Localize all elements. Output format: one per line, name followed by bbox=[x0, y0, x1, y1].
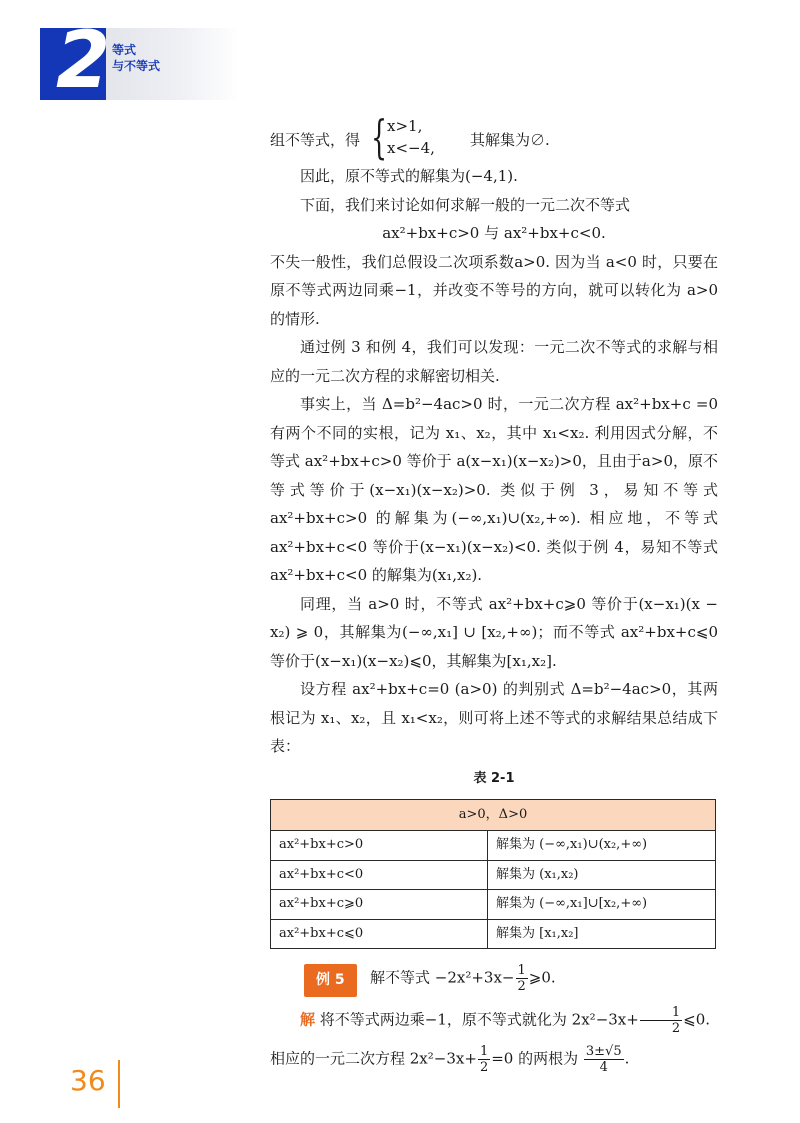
solution-text-part: 将不等式两边乘−1，原不等式就化为 2x²−3x+ bbox=[319, 1010, 639, 1029]
example-problem bbox=[370, 963, 556, 994]
solution-line-1 bbox=[270, 1005, 718, 1036]
solution-label: 解 bbox=[300, 1010, 316, 1029]
fraction-numerator: 1 bbox=[479, 1044, 489, 1059]
table-cell-solution: 解集为 [x₁,x₂] bbox=[488, 919, 716, 949]
page-number: 36 bbox=[70, 1064, 106, 1097]
fraction-numerator: 3±√5 bbox=[585, 1044, 622, 1059]
page-body bbox=[270, 110, 718, 1075]
table-cell-inequality: ax²+bx+c⩾0 bbox=[271, 890, 488, 920]
table-title: 表 2-1 bbox=[473, 770, 515, 786]
table-row bbox=[271, 860, 716, 890]
brace-icon: { bbox=[371, 110, 388, 164]
solution-table bbox=[270, 799, 716, 949]
paragraph-similarly: 同理，当 a>0 时，不等式 ax²+bx+c⩾0 等价于(x−x₁)(x − x₂) ⩾ 0，其解集为(−∞,x₁] ∪ [x₂,+∞)；而不等式 ax²+bx+c⩽0 等价于(x−x₁)(x−x₂)⩽0，其解集为[x₁,x₂]. bbox=[270, 594, 718, 670]
chapter-title-line2: 与不等式 bbox=[112, 59, 161, 73]
table-row bbox=[271, 831, 716, 861]
solution-text-part: ⩽0. bbox=[683, 1010, 711, 1029]
system-line-1: x>1, bbox=[387, 117, 423, 135]
discussion-intro: 下面，我们来讨论如何求解一般的一元二次不等式 bbox=[300, 195, 631, 214]
general-inequalities: ax²+bx+c>0 与 ax²+bx+c<0. bbox=[382, 224, 606, 242]
table-cell-inequality: ax²+bx+c>0 bbox=[271, 831, 488, 861]
table-row bbox=[271, 890, 716, 920]
paragraph-fact: 事实上，当 Δ=b²−4ac>0 时，一元二次方程 ax²+bx+c =0 有两个不同的实根，记为 x₁、x₂，其中 x₁<x₂. 利用因式分解，不等式 ax²+bx+c>0 等价于 a(x−x₁)(x−x₂)>0，且由于a>0，原不等式等价于(x−x₁)(x−x₂)>0. 类似于例 3，易知不等式 ax²+bx+c>0 的解集为(−∞,x₁)∪(x₂,+∞). 相应地，不等式 ax²+bx+c<0 等价于(x−x₁)(x−x₂)<0. 类似于例 4，易知不等式 ax²+bx+c<0 的解集为(x₁,x₂). bbox=[270, 395, 718, 584]
paragraph-observation: 通过例 3 和例 4，我们可以发现：一元二次不等式的求解与相应的一元二次方程的求解密切相关. bbox=[270, 338, 718, 385]
solution-line-2 bbox=[270, 1044, 718, 1075]
example-label: 例 5 bbox=[304, 964, 357, 997]
table-cell-solution: 解集为 (−∞,x₁)∪(x₂,+∞) bbox=[488, 831, 716, 861]
fraction bbox=[478, 1044, 490, 1075]
fraction-numerator: 1 bbox=[640, 1005, 682, 1021]
solution-conclusion: 因此，原不等式的解集为(−4,1). bbox=[300, 167, 518, 185]
fraction-denominator: 2 bbox=[517, 979, 526, 994]
chapter-number: 2 bbox=[56, 16, 111, 106]
solution-text-part: =0 的两根为 bbox=[491, 1049, 579, 1068]
table-cell-inequality: ax²+bx+c⩽0 bbox=[271, 919, 488, 949]
example-text-part: 解不等式 −2x²+3x− bbox=[370, 968, 515, 987]
inequality-system-line bbox=[270, 110, 718, 164]
system-result: 其解集为∅. bbox=[470, 131, 550, 149]
system-label: 组不等式，得 bbox=[270, 131, 361, 149]
fraction-denominator: 4 bbox=[599, 1060, 608, 1075]
fraction bbox=[516, 963, 528, 994]
table-cell-inequality: ax²+bx+c<0 bbox=[271, 860, 488, 890]
system-line-2: x<−4, bbox=[387, 139, 435, 157]
table-cell-solution: 解集为 (x₁,x₂) bbox=[488, 860, 716, 890]
example-5 bbox=[270, 961, 718, 995]
paragraph-generality: 不失一般性，我们总假设二次项系数a>0. 因为当 a<0 时，只要在原不等式两边同乘−1，并改变不等号的方向，就可以转化为 a>0 的情形. bbox=[270, 252, 718, 328]
page-number-divider bbox=[118, 1060, 120, 1108]
solution-text-part: . bbox=[624, 1049, 630, 1068]
chapter-title bbox=[112, 42, 160, 74]
fraction-denominator: 2 bbox=[479, 1060, 489, 1075]
table-cell-solution: 解集为 (−∞,x₁]∪[x₂,+∞) bbox=[488, 890, 716, 920]
fraction-numerator: 1 bbox=[517, 963, 526, 978]
solution-text-part: 相应的一元二次方程 2x²−3x+ bbox=[270, 1049, 477, 1068]
table-row bbox=[271, 919, 716, 949]
fraction bbox=[640, 1005, 682, 1036]
roots-fraction bbox=[584, 1044, 624, 1075]
example-text-part: ⩾0. bbox=[528, 968, 556, 987]
chapter-title-line1: 等式 bbox=[112, 43, 137, 57]
paragraph-summary: 设方程 ax²+bx+c=0 (a>0) 的判别式 Δ=b²−4ac>0，其两根记为 x₁、x₂，且 x₁<x₂，则可将上述不等式的求解结果总结成下表： bbox=[270, 680, 718, 755]
table-header: a>0，Δ>0 bbox=[271, 800, 716, 831]
fraction-denominator: 2 bbox=[671, 1021, 681, 1036]
